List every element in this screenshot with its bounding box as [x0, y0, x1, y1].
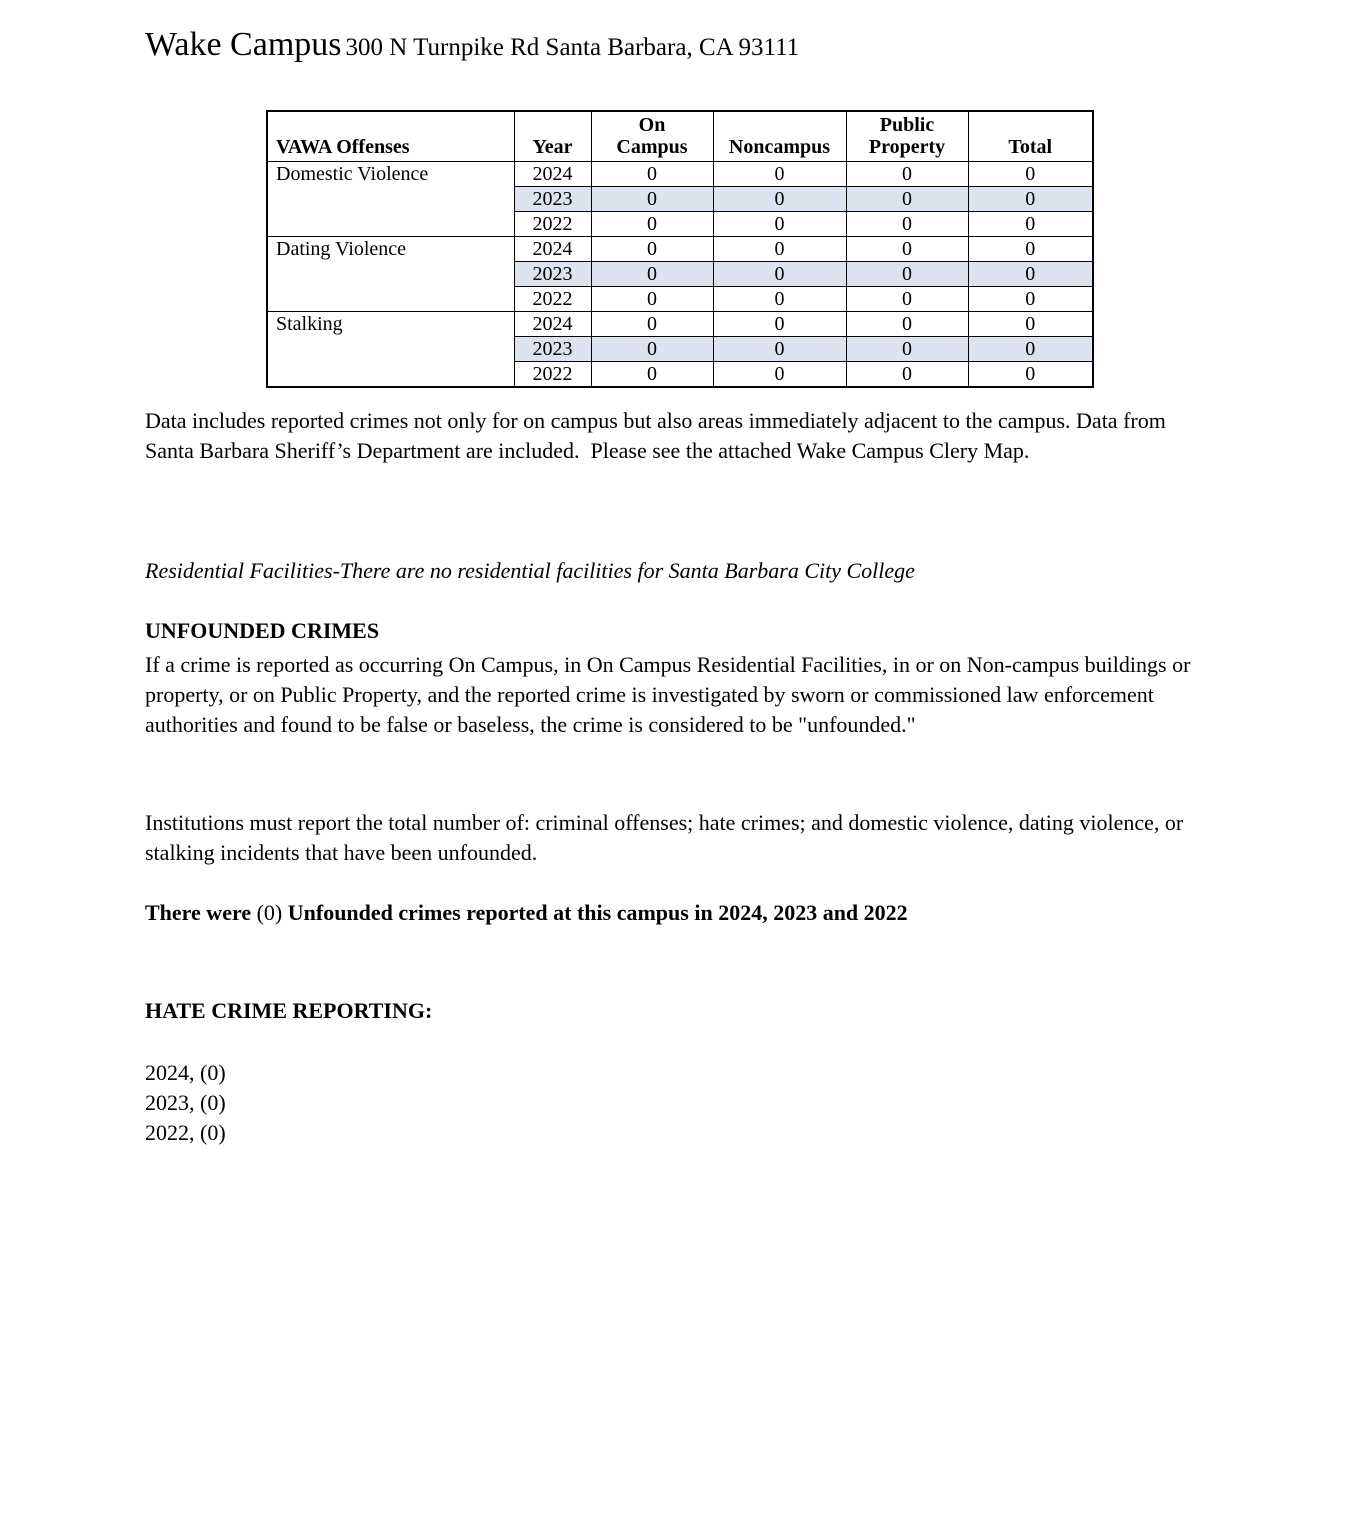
unfounded-total-count: (0)	[256, 900, 283, 925]
column-header-public-property	[846, 111, 968, 162]
value-cell: 0	[846, 312, 968, 337]
value-cell: 0	[713, 237, 846, 262]
hate-crime-year-counts	[145, 1058, 226, 1148]
offense-cell: Stalking	[267, 312, 514, 387]
year-cell: 2023	[514, 337, 591, 362]
table-row	[267, 312, 1093, 337]
column-header-vawa-offenses: VAWA Offenses	[267, 111, 514, 162]
value-cell: 0	[968, 262, 1093, 287]
value-cell: 0	[968, 287, 1093, 312]
unfounded-total-lead: There were	[145, 900, 257, 925]
value-cell: 0	[968, 237, 1093, 262]
value-cell: 0	[968, 187, 1093, 212]
offense-cell: Domestic Violence	[267, 162, 514, 237]
unfounded-total-tail: Unfounded crimes reported at this campus in 2024, 2023 and 2022	[282, 900, 908, 925]
residential-facilities-note: Residential Facilities-There are no residential facilities for Santa Barbara City College	[145, 558, 915, 583]
column-header-public-property-text: Public Property	[868, 114, 946, 158]
campus-name: Wake Campus	[145, 26, 342, 63]
year-cell: 2022	[514, 287, 591, 312]
value-cell: 0	[713, 187, 846, 212]
value-cell: 0	[591, 162, 713, 187]
value-cell: 0	[846, 287, 968, 312]
value-cell: 0	[846, 212, 968, 237]
value-cell: 0	[968, 162, 1093, 187]
value-cell: 0	[846, 362, 968, 387]
value-cell: 0	[591, 312, 713, 337]
value-cell: 0	[591, 237, 713, 262]
column-header-on-campus	[591, 111, 713, 162]
value-cell: 0	[591, 187, 713, 212]
column-header-on-campus-text: On Campus	[616, 114, 688, 158]
year-cell: 2024	[514, 237, 591, 262]
value-cell: 0	[591, 337, 713, 362]
hate-crime-reporting-heading: HATE CRIME REPORTING:	[145, 998, 433, 1023]
value-cell: 0	[713, 262, 846, 287]
year-cell: 2024	[514, 312, 591, 337]
value-cell: 0	[846, 262, 968, 287]
value-cell: 0	[713, 362, 846, 387]
year-cell: 2023	[514, 187, 591, 212]
column-header-noncampus: Noncampus	[713, 111, 846, 162]
unfounded-crimes-heading: UNFOUNDED CRIMES	[145, 618, 380, 643]
value-cell: 0	[713, 212, 846, 237]
campus-address-text: 300 N Turnpike Rd Santa Barbara, CA 93111	[345, 34, 800, 61]
value-cell: 0	[713, 162, 846, 187]
unfounded-reporting-requirement: Institutions must report the total number of: criminal offenses; hate crimes; and domestic violence, dating violence, or stalking incidents that have been unfounded.	[145, 810, 1189, 865]
campus-address	[346, 34, 800, 61]
value-cell: 0	[713, 312, 846, 337]
value-cell: 0	[968, 212, 1093, 237]
value-cell: 0	[591, 287, 713, 312]
year-cell: 2022	[514, 212, 591, 237]
value-cell: 0	[846, 337, 968, 362]
value-cell: 0	[713, 337, 846, 362]
unfounded-crimes-definition: If a crime is reported as occurring On Campus, in On Campus Residential Facilities, in or on Non-campus buildings or property, or on Public Property, and the reported crime is investigated by sworn or commissioned law enforcement authorities and found to be false or baseless, the crime is considered to be "unfounded."	[145, 652, 1196, 737]
offense-cell: Dating Violence	[267, 237, 514, 312]
value-cell: 0	[846, 187, 968, 212]
value-cell: 0	[591, 212, 713, 237]
table-row	[267, 162, 1093, 187]
hate-crime-year-line: 2022, (0)	[145, 1120, 226, 1145]
year-cell: 2022	[514, 362, 591, 387]
value-cell: 0	[846, 162, 968, 187]
vawa-offenses-table	[266, 110, 1094, 388]
value-cell: 0	[591, 362, 713, 387]
hate-crime-year-line: 2024, (0)	[145, 1060, 226, 1085]
value-cell: 0	[846, 237, 968, 262]
year-cell: 2024	[514, 162, 591, 187]
value-cell: 0	[713, 287, 846, 312]
table-header-row	[267, 111, 1093, 162]
hate-crime-year-line: 2023, (0)	[145, 1090, 226, 1115]
value-cell: 0	[968, 312, 1093, 337]
data-inclusion-note: Data includes reported crimes not only for on campus but also areas immediately adjacent to the campus. Data from Santa Barbara Sheriff’s Department are included. Please see the attached Wake Campus Clery Map.	[145, 408, 1172, 463]
unfounded-total-statement	[145, 900, 908, 926]
year-cell: 2023	[514, 262, 591, 287]
column-header-total: Total	[968, 111, 1093, 162]
column-header-year: Year	[514, 111, 591, 162]
table-row	[267, 237, 1093, 262]
page-title	[145, 26, 799, 64]
value-cell: 0	[968, 362, 1093, 387]
value-cell: 0	[968, 337, 1093, 362]
value-cell: 0	[591, 262, 713, 287]
